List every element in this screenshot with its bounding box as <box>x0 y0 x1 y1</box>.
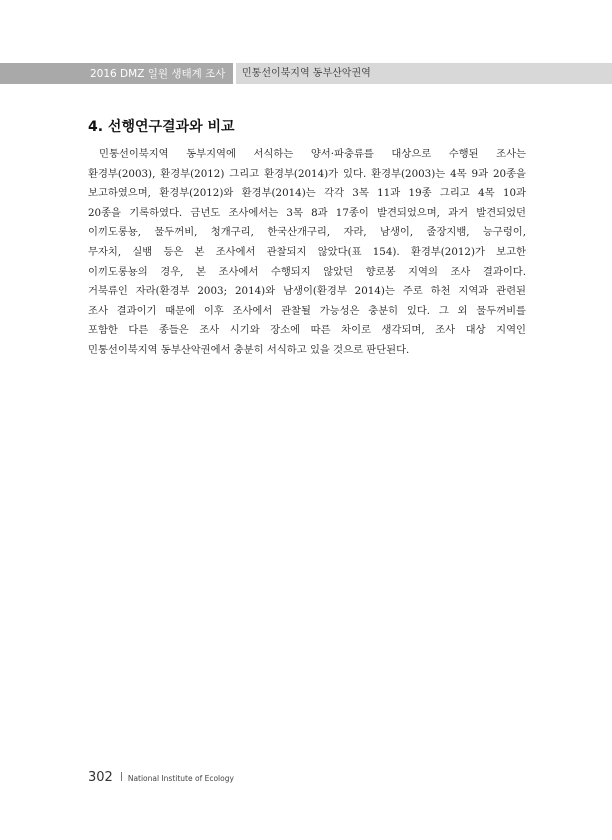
body-line: 민통선이북지역 동부산악권에서 충분히 서식하고 있을 것으로 판단된다. <box>88 343 410 356</box>
section-heading: 4. 선행연구결과와 비교 <box>88 119 235 135</box>
body-line: 포함한 다른 종들은 조사 시기와 장소에 따른 차이로 생각되며, 조사 대상 지역인 <box>88 324 526 337</box>
body-line: 이끼도롱뇽의 경우, 본 조사에서 수행되지 않았던 향로봉 지역의 조사 결과이다. <box>88 265 526 278</box>
body-line: 환경부(2003), 환경부(2012) 그리고 환경부(2014)가 있다. 환경부(2003)는 4목 9과 20종을 <box>88 167 526 180</box>
body-line: 민통선이북지역 동부지역에 서식하는 양서·파충류를 대상으로 수행된 조사는 <box>99 148 526 160</box>
header-report-title: 2016 DMZ 일원 생태계 조사 <box>90 68 226 80</box>
body-line: 보고하였으며, 환경부(2012)와 환경부(2014)는 각각 3목 11과 19종 그리고 4목 10과 <box>88 187 526 200</box>
header-divider <box>233 63 236 84</box>
body-line: 이끼도롱뇽, 물두꺼비, 청개구리, 한국산개구리, 자라, 남생이, 줄장지뱀, 능구렁이, <box>88 226 526 239</box>
page-number: 302 <box>88 770 113 785</box>
body-line: 거북류인 자라(환경부 2003; 2014)와 남생이(환경부 2014)는 주로 하천 지역과 관련된 <box>88 285 526 298</box>
header-chapter-title: 민통선이북지역 동부산악권역 <box>242 68 371 79</box>
body-paragraph <box>88 145 526 361</box>
footer-institute: National Institute of Ecology <box>127 774 234 783</box>
body-line: 조사 결과이기 때문에 이후 조사에서 관찰될 가능성은 충분히 있다. 그 외 물두꺼비를 <box>88 304 526 317</box>
body-line: 20종을 기록하였다. 금년도 조사에서는 3목 8과 17종이 발견되었으며, 과거 발견되었던 <box>88 206 526 219</box>
page-footer <box>88 770 234 790</box>
body-line: 무자치, 실뱀 등은 본 조사에서 관찰되지 않았다(표 154). 환경부(2012)가 보고한 <box>88 245 526 258</box>
footer-separator <box>121 772 122 781</box>
